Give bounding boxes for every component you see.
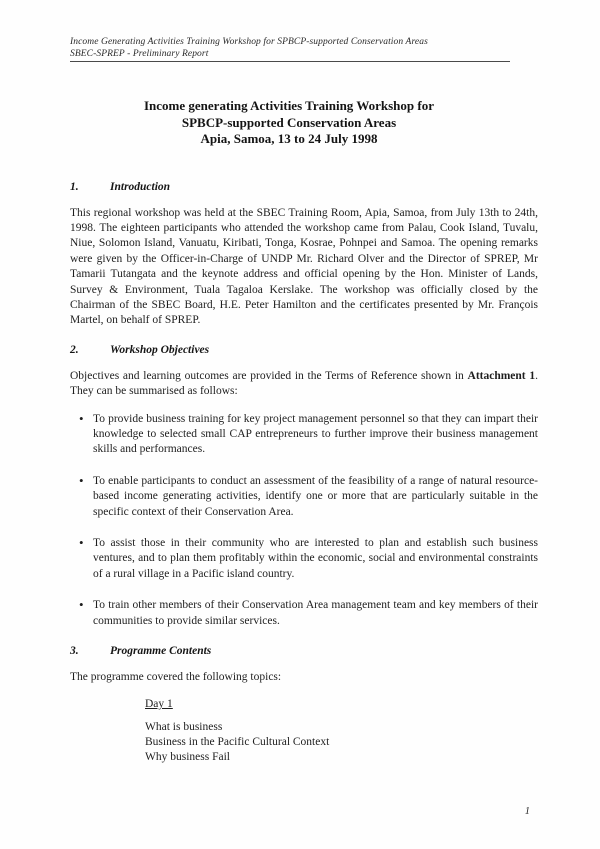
section-1-title: Introduction [110,180,171,193]
title-line-3: Apia, Samoa, 13 to 24 July 1998 [200,131,378,146]
attachment-1-reference: Attachment 1 [467,369,536,382]
section-2-intro-before: Objectives and learning outcomes are provided in the Terms of Reference shown in [70,369,468,382]
document-title [70,98,538,148]
section-3-intro: The programme covered the following topics: [70,671,282,684]
objective-bullet-1: • To provide business training for key project management personnel so that they can impart their knowledge to selected small CAP entrepreneurs to further improve their business management skills and performances. [70,412,538,458]
day-1-topic-3: Why business Fail [145,751,230,764]
title-line-2: SPBCP-supported Conservation Areas [181,114,397,130]
running-header-line-1: Income Generating Activities Training Workshop for SPBCP-supported Conservation Areas [70,37,428,47]
section-2-title: Workshop Objectives [110,343,210,356]
day-1-label: Day 1 [145,698,173,711]
running-header-line-2: SBEC-SPREP - Preliminary Report [70,49,209,59]
running-header [70,36,538,60]
section-3-title: Programme Contents [110,645,212,658]
title-line-1: Income generating Activities Training Workshop for [144,98,434,113]
section-2-intro [70,369,538,400]
day-1-topic-1: What is business [145,720,223,733]
objective-bullet-2: • To enable participants to conduct an assessment of the feasibility of a range of natural resource-based income generating activities, identify one or more that are particularly suitable in the specific context of their Conservation Area. [70,474,538,520]
section-1-number: 1. [70,180,79,193]
section-1-heading [70,181,538,193]
objective-bullet-3: • To assist those in their community who are interested to plan and establish such business ventures, and to plan them profitably within the economic, social and environmental constraints of a rural village in a Pacific island country. [70,536,538,582]
section-2-intro-after: . They can be summarised as follows: [70,369,538,398]
section-3-number: 3. [70,645,79,658]
header-rule [70,61,510,62]
objective-bullet-4: • To train other members of their Conservation Area management team and key members of their communities to provide similar services. [70,598,538,629]
day-1-topic-block [145,697,538,765]
section-2-heading [70,344,538,356]
section-1-paragraph: This regional workshop was held at the SBEC Training Room, Apia, Samoa, from July 13th to 24th, 1998. The eighteen participants who attended the workshop came from Palau, Cook Island, Tuvalu, Niue, Solomon Island, Vanuatu, Kiribati, Tonga, Kosrae, Pohnpei and Samoa. The opening remarks were given by the Officer-in-Charge of UNDP Mr. Richard Olver and the Director of SPREP, Mr Tamarii Tutangata and the keynote address and official opening by the Hon. Minister of Lands, Survey & Environment, Tuala Tagaloa Kerslake. The workshop was officially closed by the Chairman of the SBEC Board, H.E. Peter Hamilton and the certificates presented by Mr. François Martel, on behalf of SPREP. [70,206,538,327]
section-2-number: 2. [70,343,79,356]
objectives-bullet-list [70,412,538,629]
day-1-topic-2: Business in the Pacific Cultural Context [145,736,330,749]
section-3-heading [70,645,538,657]
day-1-topics [145,720,538,766]
page-number: 1 [524,806,530,817]
